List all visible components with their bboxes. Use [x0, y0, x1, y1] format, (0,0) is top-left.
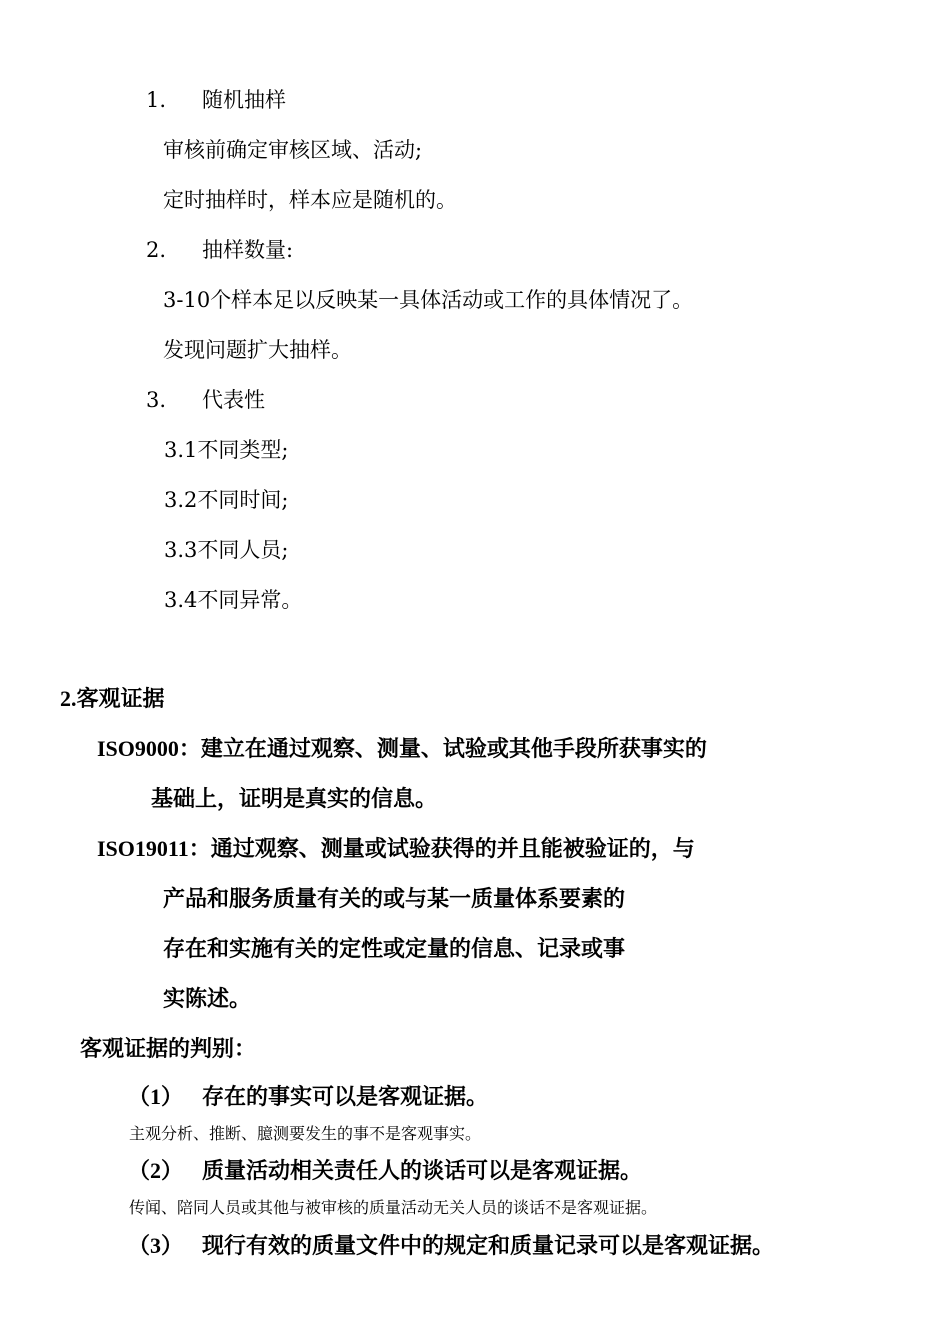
judgement-text: 质量活动相关责任人的谈话可以是客观证据。: [202, 1158, 643, 1183]
list-item-random-sampling: [146, 90, 286, 111]
body-line: 定时抽样时，样本应是随机的。: [163, 188, 457, 212]
item-number: 1.: [146, 88, 167, 112]
judgement-text: 现行有效的质量文件中的规定和质量记录可以是客观证据。: [202, 1233, 775, 1258]
iso19011-definition-cont: 存在和实施有关的定性或定量的信息、记录或事: [163, 936, 626, 961]
judgement-item: [128, 1086, 488, 1108]
item-title: 代表性: [202, 388, 265, 412]
judgement-note: 主观分析、推断、臆测要发生的事不是客观事实。: [129, 1124, 482, 1143]
body-line: 审核前确定审核区域、活动;: [163, 138, 423, 162]
list-item-representativeness: [146, 390, 265, 411]
item-title: 抽样数量:: [202, 238, 294, 262]
iso19011-definition-cont: 实陈述。: [163, 986, 252, 1011]
judgement-heading: 客观证据的判别：: [80, 1036, 257, 1061]
judgement-note: 传闻、陪同人员或其他与被审核的质量活动无关人员的谈话不是客观证据。: [129, 1198, 658, 1217]
sub-item: 3.1不同类型;: [164, 438, 289, 462]
judgement-item: [128, 1235, 774, 1257]
judgement-number: （1）: [128, 1084, 184, 1109]
iso19011-definition: ISO19011：通过观察、测量或试验获得的并且能被验证的，与: [97, 836, 695, 861]
sub-item: 3.4不同异常。: [164, 588, 303, 612]
sub-item: 3.2不同时间;: [164, 488, 289, 512]
section-heading: 2.客观证据: [60, 686, 165, 711]
iso9000-definition-cont: 基础上，证明是真实的信息。: [151, 786, 438, 811]
body-line: 3-10个样本足以反映某一具体活动或工作的具体情况了。: [163, 288, 694, 312]
judgement-item: [128, 1160, 642, 1182]
judgement-number: （2）: [128, 1158, 184, 1183]
list-item-sample-quantity: [146, 240, 293, 261]
item-number: 3.: [146, 388, 167, 412]
judgement-number: （3）: [128, 1233, 184, 1258]
iso19011-definition-cont: 产品和服务质量有关的或与某一质量体系要素的: [163, 886, 626, 911]
iso9000-definition: ISO9000：建立在通过观察、测量、试验或其他手段所获事实的: [97, 736, 707, 761]
sub-item: 3.3不同人员;: [164, 538, 289, 562]
body-line: 发现问题扩大抽样。: [163, 338, 352, 362]
judgement-text: 存在的事实可以是客观证据。: [202, 1084, 489, 1109]
item-number: 2.: [146, 238, 167, 262]
item-title: 随机抽样: [202, 88, 286, 112]
